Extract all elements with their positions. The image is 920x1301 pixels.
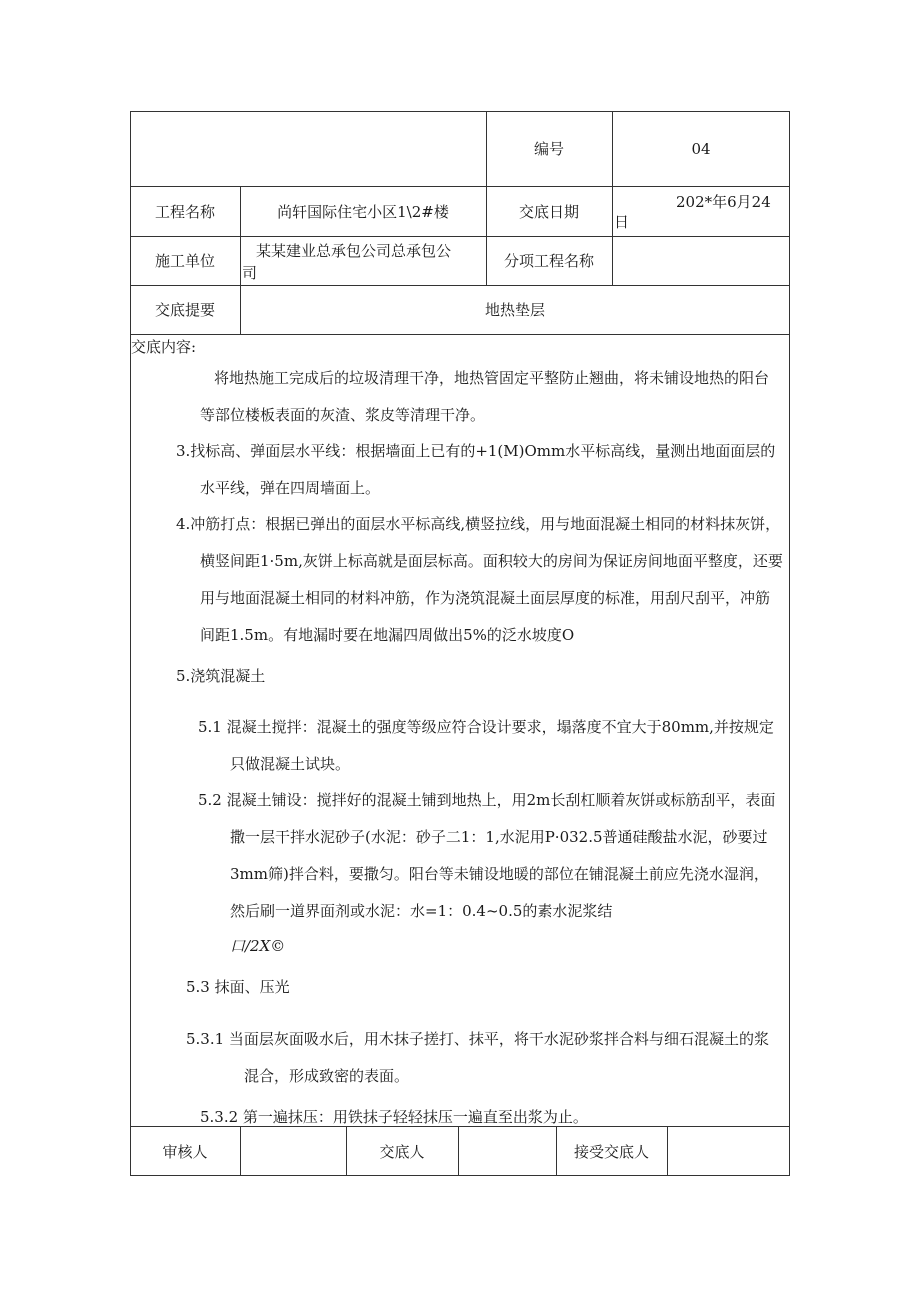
reviewer-label: 审核人 <box>162 1142 208 1161</box>
discloser-signature[interactable] <box>458 1126 556 1176</box>
summary-label: 交底提要 <box>154 301 215 319</box>
summary-value: 地热垫层 <box>484 301 545 319</box>
construction-unit-label: 施工单位 <box>154 252 215 270</box>
date-value: 202*年6月24 <box>676 193 771 211</box>
text-line: 撒一层干拌水泥砂子(水泥：砂子二1：1,水泥用P·032.5普通硅酸盐水泥，砂要过 <box>230 828 768 846</box>
text-line: 5.1 混凝土搅拌：混凝土的强度等级应符合设计要求，塌落度不宜大于80mm,并按规定 <box>198 718 774 736</box>
paragraph-first-pass: 5.3.2 第一遍抹压：用铁抹子轻轻抹压一遍直至出浆为止。 <box>200 1108 588 1126</box>
section-heading: 5.3 抹面、压光 <box>186 978 290 996</box>
subproject-label: 分项工程名称 <box>503 252 594 270</box>
text-line: 将地热施工完成后的垃圾清理干净，地热管固定平整防止翘曲，将未铺设地热的阳台 <box>214 369 770 387</box>
text-line: 水平线，弹在四周墙面上。 <box>200 479 381 497</box>
reviewer-signature[interactable] <box>240 1126 346 1176</box>
text-line: 间距1.5m。有地漏时要在地漏四周做出5%的泛水坡度O <box>200 626 575 644</box>
receiver-signature[interactable] <box>667 1126 790 1176</box>
paragraph-screed-marking <box>0 506 920 654</box>
text-line: 4.冲筋打点：根据已弹出的面层水平标高线,横竖拉线，用与地面混凝土相同的材料抹灰饼， <box>176 515 781 533</box>
text-line: 等部位楼板表面的灰渣、浆皮等清理干净。 <box>200 406 486 424</box>
project-name-value: 尚轩国际住宅小区1\2#楼 <box>277 202 449 221</box>
text-line: 用与地面混凝土相同的材料冲筋，作为浇筑混凝土面层厚度的标准，用刮尺刮平，冲筋 <box>200 589 771 607</box>
number-label: 编号 <box>533 140 564 158</box>
row-divider <box>130 334 790 335</box>
paragraph-placing <box>0 782 920 930</box>
project-name-label: 工程名称 <box>154 202 215 221</box>
section-heading: 5.浇筑混凝土 <box>176 667 266 685</box>
text-line: 横竖间距1·5m,灰饼上标高就是面层标高。面积较大的房间为保证房间地面平整度，还要 <box>200 552 783 570</box>
date-value-wrap: 日 <box>614 213 630 231</box>
number-value: 04 <box>691 139 711 158</box>
text-line: 3mm筛)拌合料，要撒匀。阳台等未铺设地暖的部位在铺混凝土前应先浇水湿润， <box>230 865 769 883</box>
paragraph-cleanup <box>0 360 920 434</box>
text-line: 3.找标高、弹面层水平线：根据墙面上已有的+1(M)Omm水平标高线，量测出地面面层的 <box>176 442 776 460</box>
discloser-label: 交底人 <box>379 1142 425 1161</box>
construction-unit-value: 某某建业总承包公司总承包公 <box>256 242 452 260</box>
text-line: 5.2 混凝土铺设：搅拌好的混凝土铺到地热上，用2m长刮杠顺着灰饼或标筋刮平，表面 <box>198 791 776 809</box>
subproject-value <box>612 236 790 285</box>
paragraph-mixing <box>0 709 920 783</box>
receiver-label: 接受交底人 <box>573 1142 649 1161</box>
date-label: 交底日期 <box>518 202 579 221</box>
content-label: 交底内容: <box>131 338 197 356</box>
text-line: 然后刷一道界面剂或水泥：水=1：0.4~0.5的素水泥浆结 <box>230 902 613 920</box>
text-line: 只做混凝土试块。 <box>230 755 351 773</box>
paragraph-elevation <box>0 433 920 507</box>
text-fragment: 口∕2X© <box>230 937 286 955</box>
paragraph-troweling <box>0 1021 920 1095</box>
text-line: 5.3.1 当面层灰面吸水后，用木抹子搓打、抹平，将干水泥砂浆拌合料与细石混凝土的浆 <box>186 1030 769 1048</box>
construction-unit-wrap: 司 <box>242 264 258 282</box>
text-line: 混合，形成致密的表面。 <box>244 1067 410 1085</box>
